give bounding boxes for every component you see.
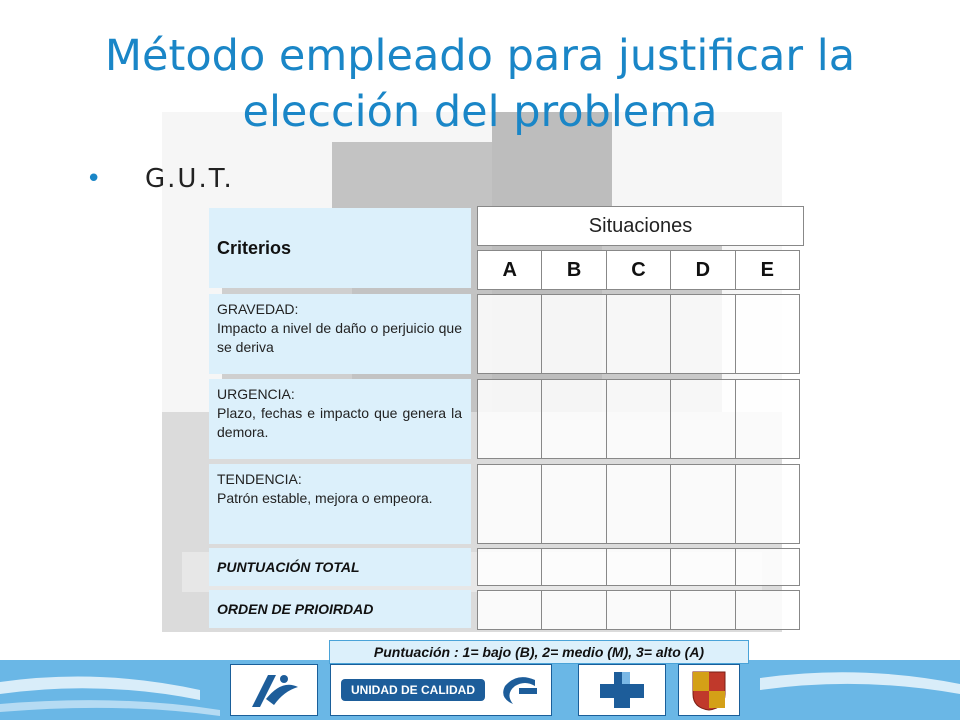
tendencia-score-row <box>477 464 804 544</box>
score-cell <box>670 548 735 586</box>
quality-swoosh-icon <box>497 672 541 708</box>
coat-of-arms-icon <box>678 664 740 716</box>
footer-banner <box>0 660 960 720</box>
score-cell <box>477 294 542 374</box>
score-cell <box>477 590 542 630</box>
situaciones-header: Situaciones <box>477 206 804 246</box>
castilla-leon-shield-icon <box>689 668 729 712</box>
score-cell <box>477 379 542 459</box>
criterion-description: Impacto a nivel de daño o perjuicio que se deriva <box>217 320 462 355</box>
priority-order-label: ORDEN DE PRIOIRDAD <box>209 590 471 628</box>
score-cell <box>735 379 800 459</box>
criterion-name: URGENCIA: <box>217 386 295 402</box>
score-cell <box>670 379 735 459</box>
title-line-2: elección del problema <box>242 87 718 137</box>
situation-letters-row <box>477 250 804 290</box>
health-logo-icon <box>230 664 318 716</box>
score-cell <box>670 294 735 374</box>
situation-d-header: D <box>670 250 735 290</box>
score-cell <box>670 590 735 630</box>
score-cell <box>606 379 671 459</box>
criterios-header: Criterios <box>209 208 471 288</box>
criterion-name: GRAVEDAD: <box>217 301 299 317</box>
gravedad-score-row <box>477 294 804 374</box>
unidad-calidad-label: UNIDAD DE CALIDAD <box>341 679 485 701</box>
title-line-1: Método empleado para justificar la <box>104 31 856 81</box>
score-cell <box>735 548 800 586</box>
score-cell <box>541 379 606 459</box>
total-score-label: PUNTUACIÓN TOTAL <box>209 548 471 586</box>
situation-c-header: C <box>606 250 671 290</box>
score-cell <box>735 590 800 630</box>
score-cell <box>477 464 542 544</box>
bullet-dot: • <box>86 164 102 194</box>
slide-title <box>0 28 960 140</box>
score-cell <box>606 464 671 544</box>
score-cell <box>541 464 606 544</box>
total-score-row <box>477 548 804 586</box>
score-cell <box>670 464 735 544</box>
situation-b-header: B <box>541 250 606 290</box>
scoring-legend: Puntuación : 1= bajo (B), 2= medio (M), 3= alto (A) <box>329 640 749 664</box>
urgencia-score-row <box>477 379 804 459</box>
criterion-description: Patrón estable, mejora o empeora. <box>217 490 433 506</box>
score-cell <box>606 548 671 586</box>
score-cell <box>735 294 800 374</box>
criterion-description: Plazo, fechas e impacto que genera la demora. <box>217 405 462 440</box>
score-cell <box>541 294 606 374</box>
score-cell <box>477 548 542 586</box>
score-cell <box>541 590 606 630</box>
score-cell <box>606 590 671 630</box>
score-cell <box>541 548 606 586</box>
score-cell <box>606 294 671 374</box>
situation-e-header: E <box>735 250 800 290</box>
hands-logo-icon <box>244 669 304 711</box>
criterion-tendencia <box>209 464 471 544</box>
criterion-gravedad <box>209 294 471 374</box>
priority-order-row <box>477 590 804 630</box>
sacyl-logo-icon <box>578 664 666 716</box>
cross-logo-icon <box>592 668 652 712</box>
bullet-text: G.U.T. <box>145 164 234 194</box>
criterion-name: TENDENCIA: <box>217 471 302 487</box>
criterion-urgencia <box>209 379 471 459</box>
situation-a-header: A <box>477 250 542 290</box>
unidad-calidad-logo <box>330 664 552 716</box>
score-cell <box>735 464 800 544</box>
